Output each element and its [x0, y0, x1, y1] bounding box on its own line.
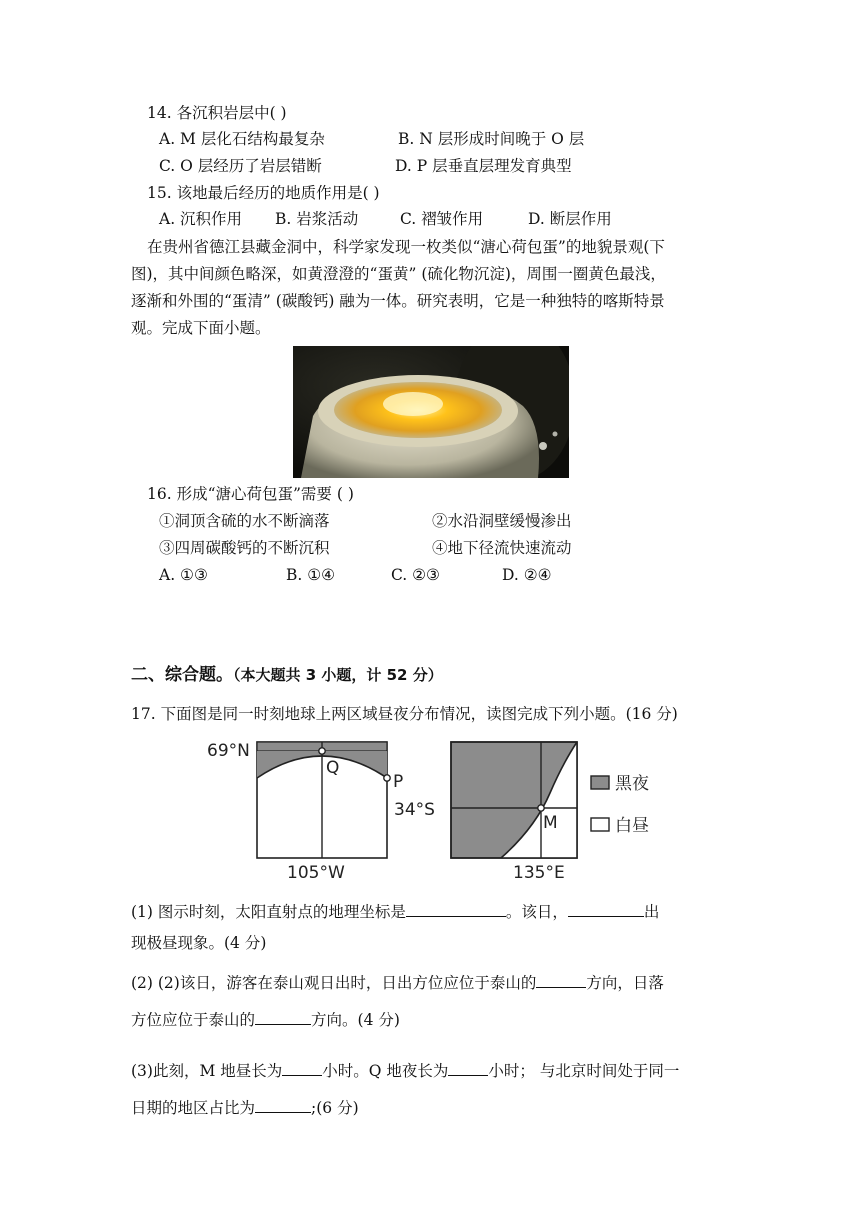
legend-day-swatch — [591, 818, 609, 831]
section-title: 二、综合题。 — [131, 665, 233, 685]
passage-line-3: 逐渐和外围的“蛋清” (碳酸钙) 融为一体。研究表明，它是一种独特的喀斯特景 — [131, 292, 665, 310]
label-135e: 135°E — [513, 863, 565, 883]
q17-part2-line1 — [131, 971, 664, 993]
day-night-figure — [205, 738, 665, 888]
label-34s: 34°S — [394, 800, 435, 820]
q17-part2-text-b: 方向，日落 — [586, 974, 664, 992]
q14-stem: 14. 各沉积岩层中( ) — [147, 104, 287, 122]
q16-item-3: ③四周碳酸钙的不断沉积 — [159, 539, 330, 557]
q17-part2-text-a: (2) (2)该日，游客在泰山观日出时，日出方位应位于泰山的 — [131, 974, 537, 992]
q15-stem: 15. 该地最后经历的地质作用是( ) — [147, 184, 380, 202]
passage-line-4: 观。完成下面小题。 — [131, 319, 271, 337]
cave-egg-photo — [293, 346, 569, 478]
point-p-marker — [384, 775, 390, 781]
q14-option-c: C. O 层经历了岩层错断 — [159, 157, 322, 175]
q14-option-d: D. P 层垂直层理发育典型 — [395, 157, 572, 175]
point-m-marker — [538, 805, 544, 811]
q15-option-b: B. 岩浆活动 — [275, 210, 359, 228]
q17-part3-text-e: ;(6 分) — [311, 1099, 359, 1117]
answer-blank-m-daylength[interactable] — [282, 1059, 322, 1076]
answer-blank-q-nightlength[interactable] — [448, 1059, 488, 1076]
answer-blank-date-ratio[interactable] — [255, 1096, 311, 1113]
q17-part1-text-c: 出 — [643, 903, 660, 921]
q17-part3-text-a: (3)此刻，M 地昼长为 — [131, 1062, 283, 1080]
q17-part2-text-d: 方向。(4 分) — [311, 1011, 400, 1029]
q17-part2-line2 — [131, 1008, 400, 1030]
q17-part1-line2: 现极昼现象。(4 分) — [131, 934, 267, 952]
q17-part2-text-c: 方位应位于泰山的 — [131, 1011, 256, 1029]
q14-option-b: B. N 层形成时间晚于 O 层 — [398, 130, 585, 148]
answer-blank-polar-day[interactable] — [568, 900, 644, 917]
q15-option-a: A. 沉积作用 — [159, 210, 243, 228]
q16-option-b: B. ①④ — [286, 566, 336, 584]
legend-night-label: 黑夜 — [615, 774, 649, 794]
q17-part3-text-c: 小时； 与北京时间处于同一 — [488, 1062, 680, 1080]
q17-part1-text-a: (1) 图示时刻，太阳直射点的地理坐标是 — [131, 903, 406, 921]
passage-line-2: 图)，其中间颜色略深，如黄澄澄的“蛋黄” (硫化物沉淀)，周围一圈黄色最浅， — [131, 265, 666, 283]
q15-option-c: C. 褶皱作用 — [400, 210, 484, 228]
label-105w: 105°W — [287, 863, 345, 883]
q17-stem: 17. 下面图是同一时刻地球上两区域昼夜分布情况，读图完成下列小题。(16 分) — [131, 705, 678, 723]
q17-part3-text-b: 小时。Q 地夜长为 — [322, 1062, 449, 1080]
q16-item-1: ①洞顶含硫的水不断滴落 — [159, 512, 330, 530]
label-q: Q — [326, 758, 340, 778]
answer-blank-subsolar-coords[interactable] — [406, 900, 506, 917]
label-m: M — [543, 813, 558, 833]
section-note: （本大题共 3 小题，计 52 分） — [233, 666, 443, 684]
q17-part3-line2 — [131, 1096, 359, 1118]
left-region-diagram — [257, 742, 390, 858]
q16-option-c: C. ②③ — [391, 566, 440, 584]
right-region-diagram — [451, 742, 577, 858]
q17-part3-line1 — [131, 1059, 679, 1081]
q15-option-d: D. 断层作用 — [528, 210, 612, 228]
legend-day-label: 白昼 — [615, 816, 649, 836]
legend-night-swatch — [591, 776, 609, 789]
q14-option-a: A. M 层化石结构最复杂 — [159, 130, 325, 148]
answer-blank-sunset-direction[interactable] — [255, 1008, 311, 1025]
point-q-marker — [319, 748, 325, 754]
q16-stem: 16. 形成“溏心荷包蛋”需要 ( ) — [147, 485, 354, 503]
answer-blank-sunrise-direction[interactable] — [536, 971, 586, 988]
q16-option-a: A. ①③ — [159, 566, 208, 584]
q17-part1-text-b: 。该日， — [505, 903, 568, 921]
label-69n: 69°N — [207, 741, 250, 761]
section-heading — [131, 665, 443, 685]
passage-line-1: 在贵州省德江县藏金洞中，科学家发现一枚类似“溏心荷包蛋”的地貌景观(下 — [147, 238, 665, 256]
q17-part1-line1 — [131, 900, 659, 922]
q16-option-d: D. ②④ — [502, 566, 552, 584]
q17-part3-text-d: 日期的地区占比为 — [131, 1099, 256, 1117]
q16-item-2: ②水沿洞壁缓慢渗出 — [432, 512, 572, 530]
label-p: P — [393, 772, 404, 792]
q16-item-4: ④地下径流快速流动 — [432, 539, 572, 557]
